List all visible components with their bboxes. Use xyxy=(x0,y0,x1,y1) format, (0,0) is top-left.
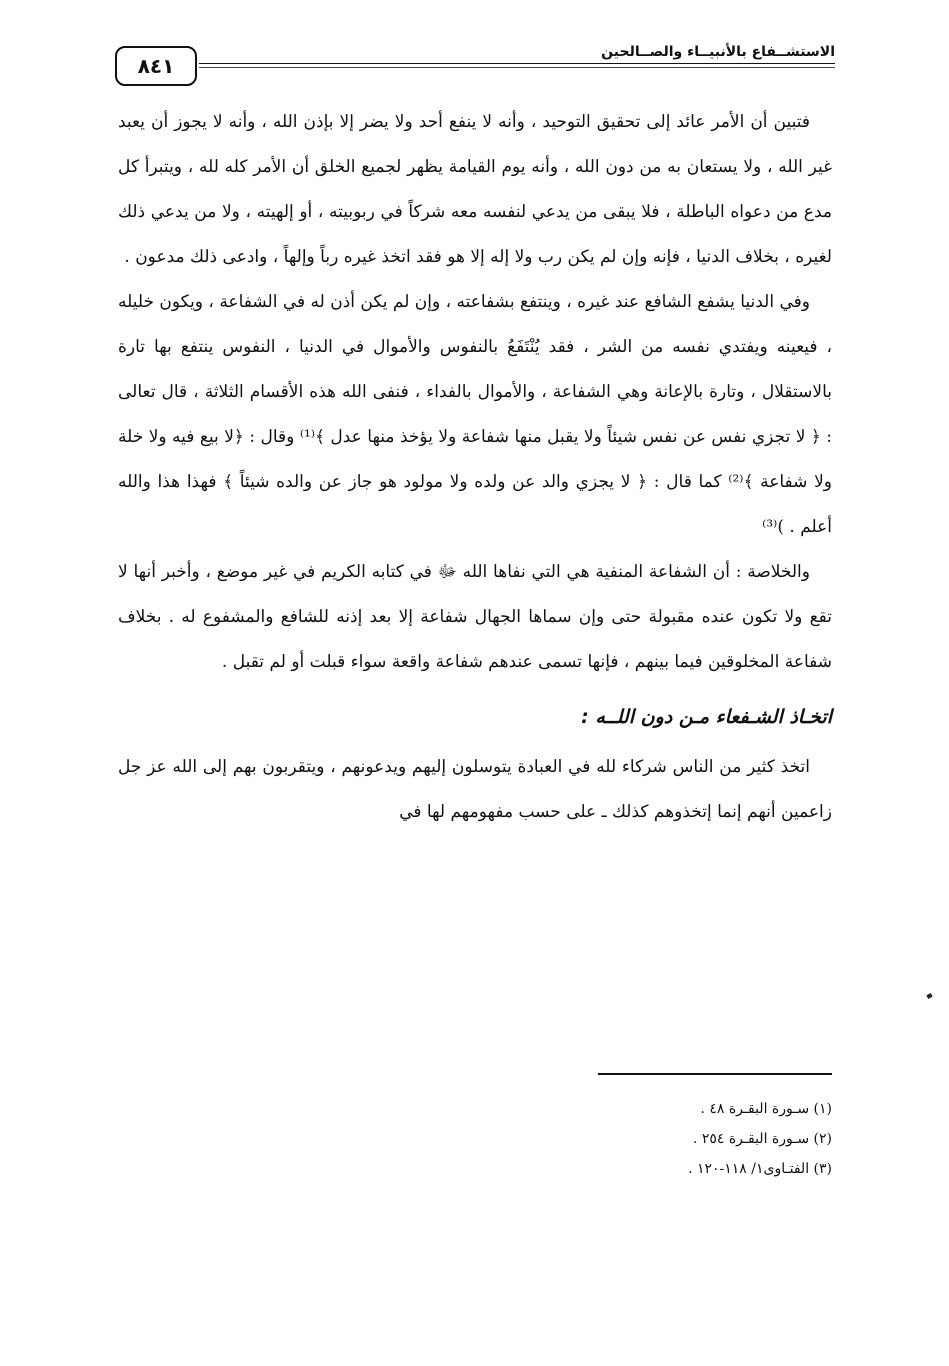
paragraph-worldly-intercession: وفي الدنيا يشفع الشافع عند غيره ، وينتفع بشفاعته ، وإن لم يكن أذن له في الشفاعة ، ويكون خليله ، فيعينه ويفتدي نفسه من الشر ، فقد يُنْتَفَعُ بالنفوس والأموال في الدنيا ، النفوس ينتفع بها تارة بالاستقلال ، وتارة بالإعانة وهي الشفاعة ، والأموال بالفداء ، فنفى الله هذه الأقسام الثلاثة ، قال تعالى : ﴿ لا تجزي نفس عن نفس شيئاً ولا يقبل منها شفاعة ولا يؤخذ منها عدل ﴾⁽¹⁾ وقال : ﴿لا بيع فيه ولا خلة ولا شفاعة ﴾⁽²⁾ كما قال : ﴿ لا يجزي والد عن ولده ولا مولود هو جاز عن والده شيئاً ﴾ فهذا هذا والله أعلم . )⁽³⁾ xyxy=(118,292,832,537)
header-rule-secondary xyxy=(199,67,835,68)
running-title: الاستشــفاع بالأنبيــاء والصــالحين xyxy=(597,44,835,60)
section-heading: اتخـاذ الشـفعاء مـن دون اللــه : xyxy=(581,706,832,728)
footnote-1: (١) سـورة البقـرة ٤٨ . xyxy=(700,1101,832,1117)
footnote-separator xyxy=(598,1073,832,1075)
header-rule xyxy=(199,63,835,64)
paragraph-summary: والخلاصة : أن الشفاعة المنفية هي التي نفاها الله ﷻ في كتابه الكريم في غير موضع ، وأخبر أنها لا تقع ولا تكون عنده مقبولة حتى وإن سماها الجهال شفاعة إلا بعد إذنه للشافع والمشفوع له . بخلاف شفاعة المخلوقين فيما بينهم ، فإنها تسمى عندهم شفاعة واقعة سواء قبلت أو لم تقبل . xyxy=(118,562,832,672)
footnotes xyxy=(688,1094,832,1184)
footnote-2: (٢) سـورة البقـرة ٢٥٤ . xyxy=(692,1131,832,1147)
main-text xyxy=(118,100,832,835)
paragraph-tawhid: فتبين أن الأمر عائد إلى تحقيق التوحيد ، وأنه لا ينفع أحد ولا يضر إلا بإذن الله ، وأنه لا يجوز أن يعبد غير الله ، ولا يستعان به من دون الله ، وأنه يوم القيامة يظهر لجميع الخلق أن الأمر كله لله ، ويتبرأ كل مدع من دعواه الباطلة ، فلا يبقى من يدعي لنفسه معه شركاً في ربوبيته ، أو إلهيته ، ولا من يدعي ذلك لغيره ، بخلاف الدنيا ، فإنه وإن لم يكن رب ولا إله إلا هو فقد اتخذ غيره رباً وإلهاً ، وادعى ذلك مدعون . xyxy=(118,112,832,267)
page-number: ٨٤١ xyxy=(115,46,197,86)
footnote-3: (٣) الفتـاوى١/ ١١٨-١٢٠ . xyxy=(688,1161,832,1177)
paragraph-taking-intercessors: اتخذ كثير من الناس شركاء لله في العبادة يتوسلون إليهم ويدعونهم ، ويتقربون بهم إلى الله عز جل زاعمين أنهم إنما إتخذوهم كذلك ـ على حسب مفهومهم لها في xyxy=(118,757,832,822)
page-header xyxy=(115,40,835,90)
margin-mark xyxy=(926,993,932,999)
